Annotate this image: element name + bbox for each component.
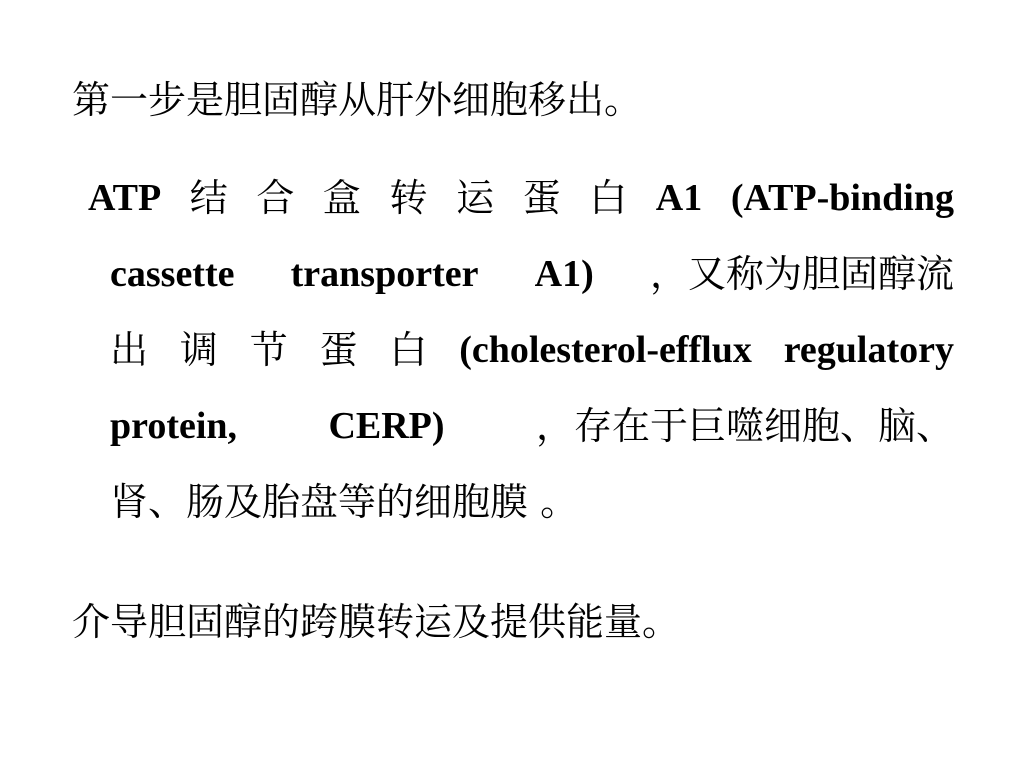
- text-segment: transporter: [290, 253, 479, 295]
- text-segment: 蛋: [319, 328, 358, 372]
- text-segment: CERP): [328, 405, 445, 447]
- abca1-line-4: [88, 388, 954, 464]
- text-segment: protein,: [110, 405, 238, 447]
- text-segment: 合: [256, 176, 295, 220]
- text-segment: 蛋: [522, 176, 561, 220]
- text-segment: 肾、肠及胎盘等的细胞膜 。: [110, 480, 579, 524]
- text-segment: 结: [189, 176, 228, 220]
- abca1-line-5: [88, 464, 954, 540]
- text-segment: 盒: [322, 176, 361, 220]
- text-segment: 出: [110, 328, 149, 372]
- text-segment: 白: [589, 176, 628, 220]
- paragraph-abca1: [88, 160, 954, 540]
- paragraph-function: 介导胆固醇的跨膜转运及提供能量。: [72, 600, 681, 644]
- abca1-line-2: [88, 236, 954, 312]
- abca1-line-1: [88, 160, 954, 236]
- text-segment: 白: [389, 328, 428, 372]
- text-segment: ，存在于巨噬细胞、脑、: [535, 404, 954, 448]
- text-segment: regulatory: [783, 329, 954, 371]
- text-segment: (cholesterol-efflux: [459, 329, 752, 371]
- text-segment: 节: [249, 328, 288, 372]
- text-segment: 调: [179, 328, 218, 372]
- text-segment: ，又称为胆固醇流: [649, 252, 954, 296]
- text-segment: ATP: [88, 177, 162, 219]
- text-segment: cassette: [110, 253, 235, 295]
- text-segment: 运: [456, 176, 495, 220]
- text-segment: A1): [534, 253, 594, 295]
- paragraph-step-one: 第一步是胆固醇从肝外细胞移出。: [72, 78, 643, 122]
- abca1-line-3: [88, 312, 954, 388]
- text-segment: 转: [389, 176, 428, 220]
- text-segment: (ATP-binding: [730, 177, 954, 219]
- text-segment: A1: [655, 177, 703, 219]
